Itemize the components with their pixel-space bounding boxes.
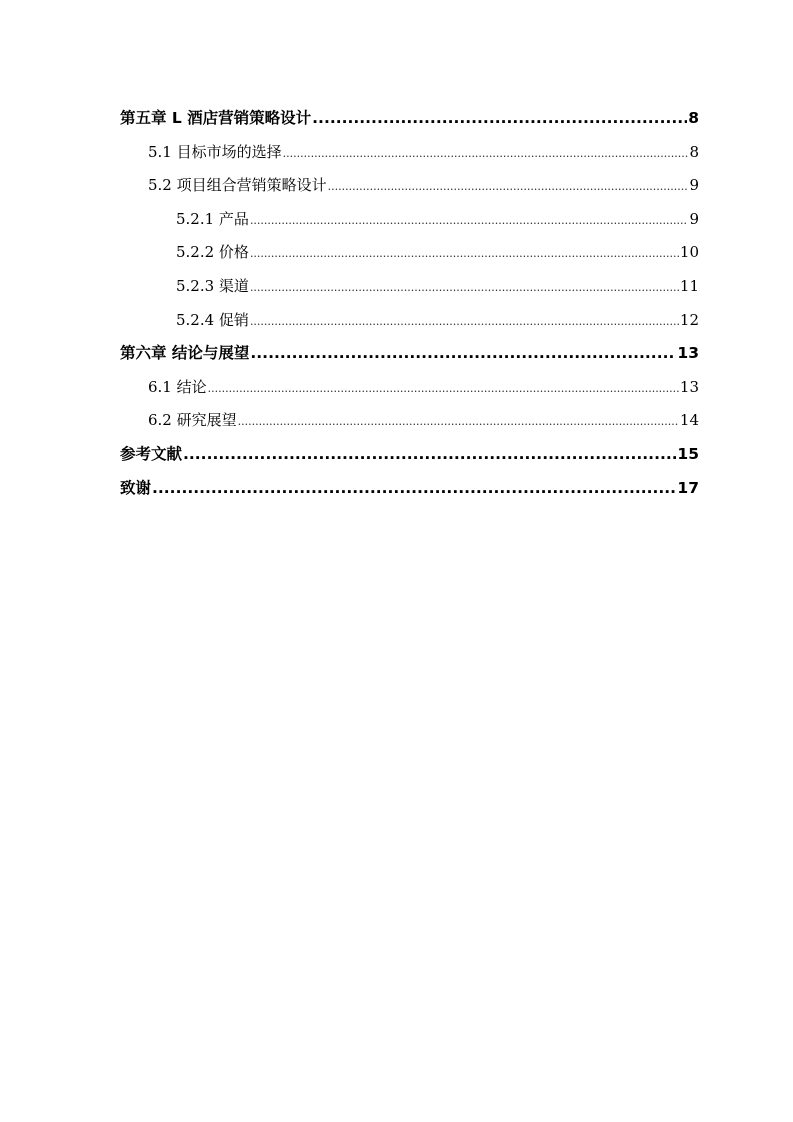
toc-entry-title: 5.2 项目组合营销策略设计 (148, 176, 327, 195)
toc-entry-chapter-5[interactable] (120, 104, 699, 138)
toc-entry-title: 第五章 L 酒店营销策略设计 (120, 109, 312, 127)
toc-entry-page: 13 (677, 344, 699, 363)
toc-entry-acknowledgements[interactable] (120, 474, 699, 508)
toc-entry-page: 15 (677, 444, 699, 463)
toc-entry-chapter-6[interactable] (120, 339, 699, 373)
toc-entry-title: 第六章 结论与展望 (120, 344, 250, 363)
dot-leader (312, 104, 687, 132)
toc-entry-6-1[interactable] (120, 373, 699, 407)
toc-entry-title: 6.2 研究展望 (148, 411, 237, 430)
toc-entry-5-2-2[interactable] (120, 238, 699, 272)
dot-leader (328, 171, 689, 201)
toc-entry-5-2[interactable] (120, 171, 699, 205)
dot-leader (238, 406, 679, 436)
toc-entry-title: 6.1 结论 (148, 377, 207, 396)
dot-leader (250, 339, 676, 367)
toc-entry-6-2[interactable] (120, 406, 699, 440)
toc-entry-page: 10 (679, 243, 699, 262)
table-of-contents (120, 104, 699, 507)
toc-entry-title: 参考文献 (120, 444, 183, 463)
toc-entry-page: 17 (677, 478, 699, 497)
toc-entry-page: 8 (689, 142, 699, 161)
toc-entry-references[interactable] (120, 440, 699, 474)
toc-entry-page: 13 (679, 377, 699, 396)
toc-entry-5-2-4[interactable] (120, 306, 699, 340)
dot-leader (183, 440, 676, 468)
dot-leader (250, 238, 679, 268)
toc-entry-page: 12 (679, 310, 699, 329)
toc-entry-5-2-1[interactable] (120, 205, 699, 239)
toc-entry-page: 8 (688, 109, 699, 127)
dot-leader (283, 138, 689, 168)
dot-leader (152, 474, 676, 502)
toc-entry-title: 5.2.2 价格 (176, 243, 249, 262)
toc-entry-page: 9 (689, 176, 699, 195)
toc-entry-5-2-3[interactable] (120, 272, 699, 306)
dot-leader (208, 373, 679, 403)
toc-entry-title: 5.2.4 促销 (176, 310, 249, 329)
toc-entry-title: 致谢 (120, 478, 152, 497)
toc-entry-page: 11 (679, 276, 699, 295)
toc-entry-5-1[interactable] (120, 138, 699, 172)
toc-entry-page: 14 (679, 411, 699, 430)
toc-entry-title: 5.1 目标市场的选择 (148, 142, 282, 161)
toc-entry-title: 5.2.1 产品 (176, 209, 249, 228)
dot-leader (250, 306, 679, 336)
dot-leader (250, 272, 679, 302)
dot-leader (250, 205, 689, 235)
toc-entry-page: 9 (689, 209, 699, 228)
toc-entry-title: 5.2.3 渠道 (176, 276, 249, 295)
